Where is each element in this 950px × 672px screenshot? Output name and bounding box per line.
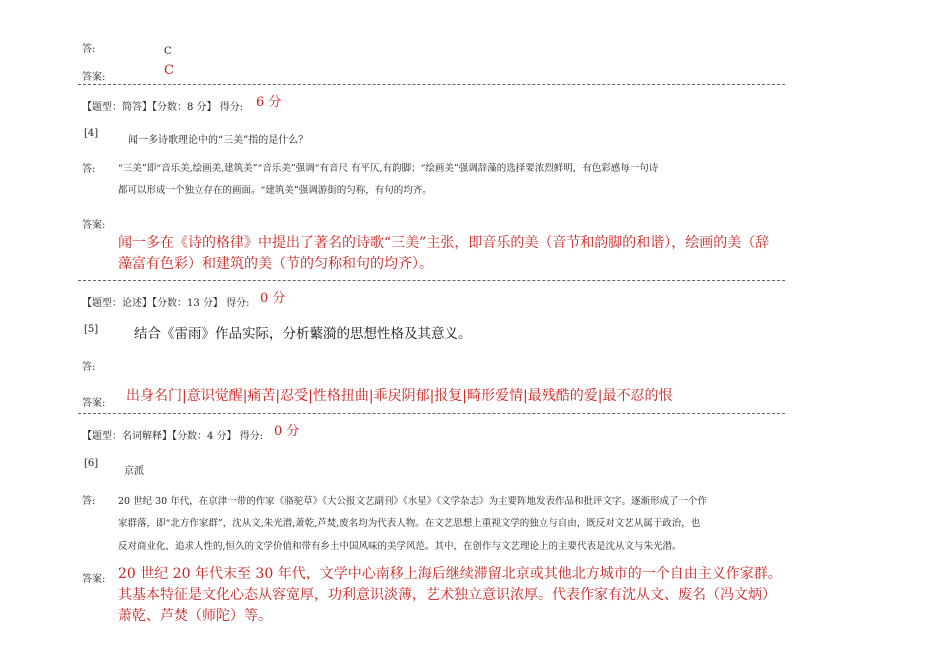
answer-label: 答: — [82, 44, 96, 55]
divider — [78, 280, 785, 281]
divider — [78, 413, 785, 414]
user-answer-line: 都可以形成一个独立存在的画面。“建筑美”强调游街的匀称，有句的均齐。 — [118, 185, 432, 196]
answer-key-line: 其基本特征是文化心态从容宽厚，功利意识淡薄，艺术独立意识浓厚。代表作家有沈从文、废名（冯文炳） — [118, 587, 776, 603]
answer-key-line: 萧乾、芦焚（师陀）等。 — [118, 608, 272, 624]
question-number: [5] — [84, 324, 99, 335]
question-text: 结合《雷雨》作品实际，分析蘩漪的思想性格及其意义。 — [134, 326, 472, 342]
answer-label: 答: — [82, 164, 96, 175]
user-answer-line: “三美”即“音乐美,绘画美,建筑美”“音乐美”强调“有音尺 有平仄,有韵脚；“绘画美”强调辞藻的选择要浓烈鲜明，有色彩感每一句诗 — [118, 163, 659, 174]
question-number: [4] — [84, 128, 99, 139]
score-value: 0 分 — [260, 291, 286, 306]
answer-key-line: 20 世纪 20 年代末至 30 年代，文学中心南移上海后继续滞留北京或其他北方城市的一个自由主义作家群。 — [118, 566, 782, 582]
answer-key-line: 藻富有色彩）和建筑的美（节的匀称和句的均齐）。 — [118, 256, 433, 272]
question-number: [6] — [84, 458, 99, 469]
question-meta: 【题型：简答】【分数：8 分】 得分: — [82, 102, 244, 113]
question-text: 京派 — [124, 466, 144, 477]
score-value: 6 分 — [256, 95, 282, 110]
answer-key: C — [164, 63, 174, 78]
question-meta: 【题型：名词解释】【分数：4 分】 得分: — [82, 431, 264, 442]
answer-key-label: 答案: — [82, 220, 106, 231]
question-meta: 【题型：论述】【分数：13 分】 得分: — [82, 298, 250, 309]
user-answer-line: 反对商业化，追求人性的,恒久的文学价值和带有乡土中国风味的美学风范。其中，在创作与文艺理论上的主要代表是沈从文与朱光潜。 — [118, 541, 682, 552]
score-value: 0 分 — [274, 424, 300, 439]
user-answer: C — [164, 46, 172, 57]
answer-label: 答: — [82, 496, 96, 507]
answer-key: 出身名门|意识觉醒|痛苦|忍受|性格扭曲|乖戾阴郁|报复|畸形爱情|最残酷的爱|最不忍的恨 — [126, 388, 673, 404]
answer-key-label: 答案: — [82, 574, 106, 585]
answer-key-label: 答案: — [82, 72, 106, 83]
divider — [78, 84, 785, 85]
user-answer-line: 家群落，即“北方作家群”，沈从文,朱光潜,萧乾,芦焚,废名均为代表人物。在文艺思想上重视文学的独立与自由，既反对文艺从属于政治，也 — [118, 518, 701, 529]
answer-label: 答: — [82, 362, 96, 373]
question-text: 闻一多诗歌理论中的“三美”指的是什么？ — [128, 135, 309, 146]
answer-key-line: 闻一多在《诗的格律》中提出了著名的诗歌“三美”主张，即音乐的美（音节和韵脚的和谐），绘画的美（辞 — [118, 235, 770, 251]
answer-key-label: 答案: — [82, 398, 106, 409]
user-answer-line: 20 世纪 30 年代，在京津一带的作家《骆驼草》《大公报文艺副刊》《水星》《文学杂志》为主要阵地发表作品和批评文字。逐渐形成了一个作 — [118, 496, 707, 507]
